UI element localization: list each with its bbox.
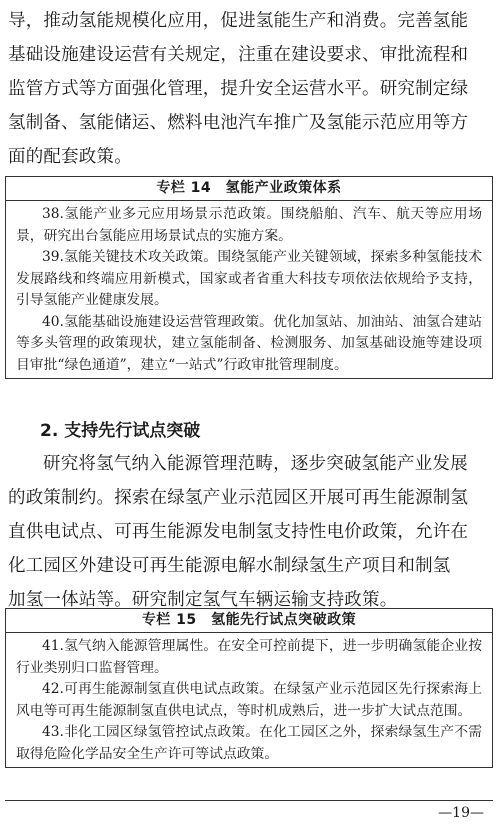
box-title: 专栏 14 氢能产业政策体系 <box>6 177 492 201</box>
box-item: 39.氢能关键技术攻关政策。围绕氢能产业关键领域，探索多种氢能技术发展路线和终端应用新模式，国家或者省重大科技专项依法依规给予支持，引导氢能产业健康发展。 <box>16 249 482 308</box>
section-heading: 2. 支持先行试点突破 <box>40 421 201 441</box>
box-item: 43.非化工园区绿氢管控试点政策。在化工园区之外，探索绿氢生产不需取得危险化学品安全生产许可等试点政策。 <box>16 724 482 762</box>
policy-box-14 <box>5 176 493 379</box>
paragraph-line: 直供电试点、可再生能源发电制氢支持性电价政策，允许在 <box>8 522 469 542</box>
box-item: 38.氢能产业多元应用场景示范政策。围绕船舶、汽车、航天等应用场景，研究出台氢能应用场景试点的实施方案。 <box>16 206 482 244</box>
box-item: 40.氢能基础设施建设运营管理政策。优化加氢站、加油站、油氢合建站等多头管理的政策现状，建立氢能制备、检测服务、加氢基础设施等建设项目审批“绿色通道”，建立“一站式”行政审批管理制度。 <box>16 313 482 373</box>
box-item: 42.可再生能源制氢直供电试点政策。在绿氢产业示范园区先行探索海上风电等可再生能源制氢直供电试点，等时机成熟后，进一步扩大试点范围。 <box>16 681 482 719</box>
paragraph-line: 化工园区外建设可再生能源电解水制绿氢生产项目和制氢 <box>8 556 451 576</box>
box-title: 专栏 15 氢能先行试点突破政策 <box>6 609 492 633</box>
paragraph-line: 监管方式等方面强化管理，提升安全运营水平。研究制定绿 <box>8 79 469 99</box>
footer-divider <box>5 800 493 801</box>
policy-box-15 <box>5 608 493 768</box>
paragraph-line: 加氢一体站等。研究制定氢气车辆运输支持政策。 <box>8 590 398 610</box>
paragraph-line: 面的配套政策。 <box>8 147 132 167</box>
box-item: 41.氢气纳入能源管理属性。在安全可控前提下，进一步明确氢能企业按行业类别归口监督管理。 <box>16 638 482 676</box>
paragraph-line: 导，推动氢能规模化应用，促进氢能生产和消费。完善氢能 <box>8 11 469 31</box>
paragraph-line: 研究将氢气纳入能源管理范畴，逐步突破氢能产业发展 <box>43 454 468 474</box>
box-body <box>6 201 492 378</box>
paragraph-line: 的政策制约。探索在绿氢产业示范园区开展可再生能源制氢 <box>8 488 469 508</box>
section-paragraph <box>8 447 492 617</box>
paragraph-line: 氢制备、氢能储运、燃料电池汽车推广及氢能示范应用等方 <box>8 113 469 133</box>
page-number: —19— <box>438 805 484 821</box>
box-body <box>6 633 492 767</box>
paragraph-line: 基础设施建设运营有关规定，注重在建设要求、审批流程和 <box>8 45 469 65</box>
intro-paragraph <box>8 4 492 174</box>
